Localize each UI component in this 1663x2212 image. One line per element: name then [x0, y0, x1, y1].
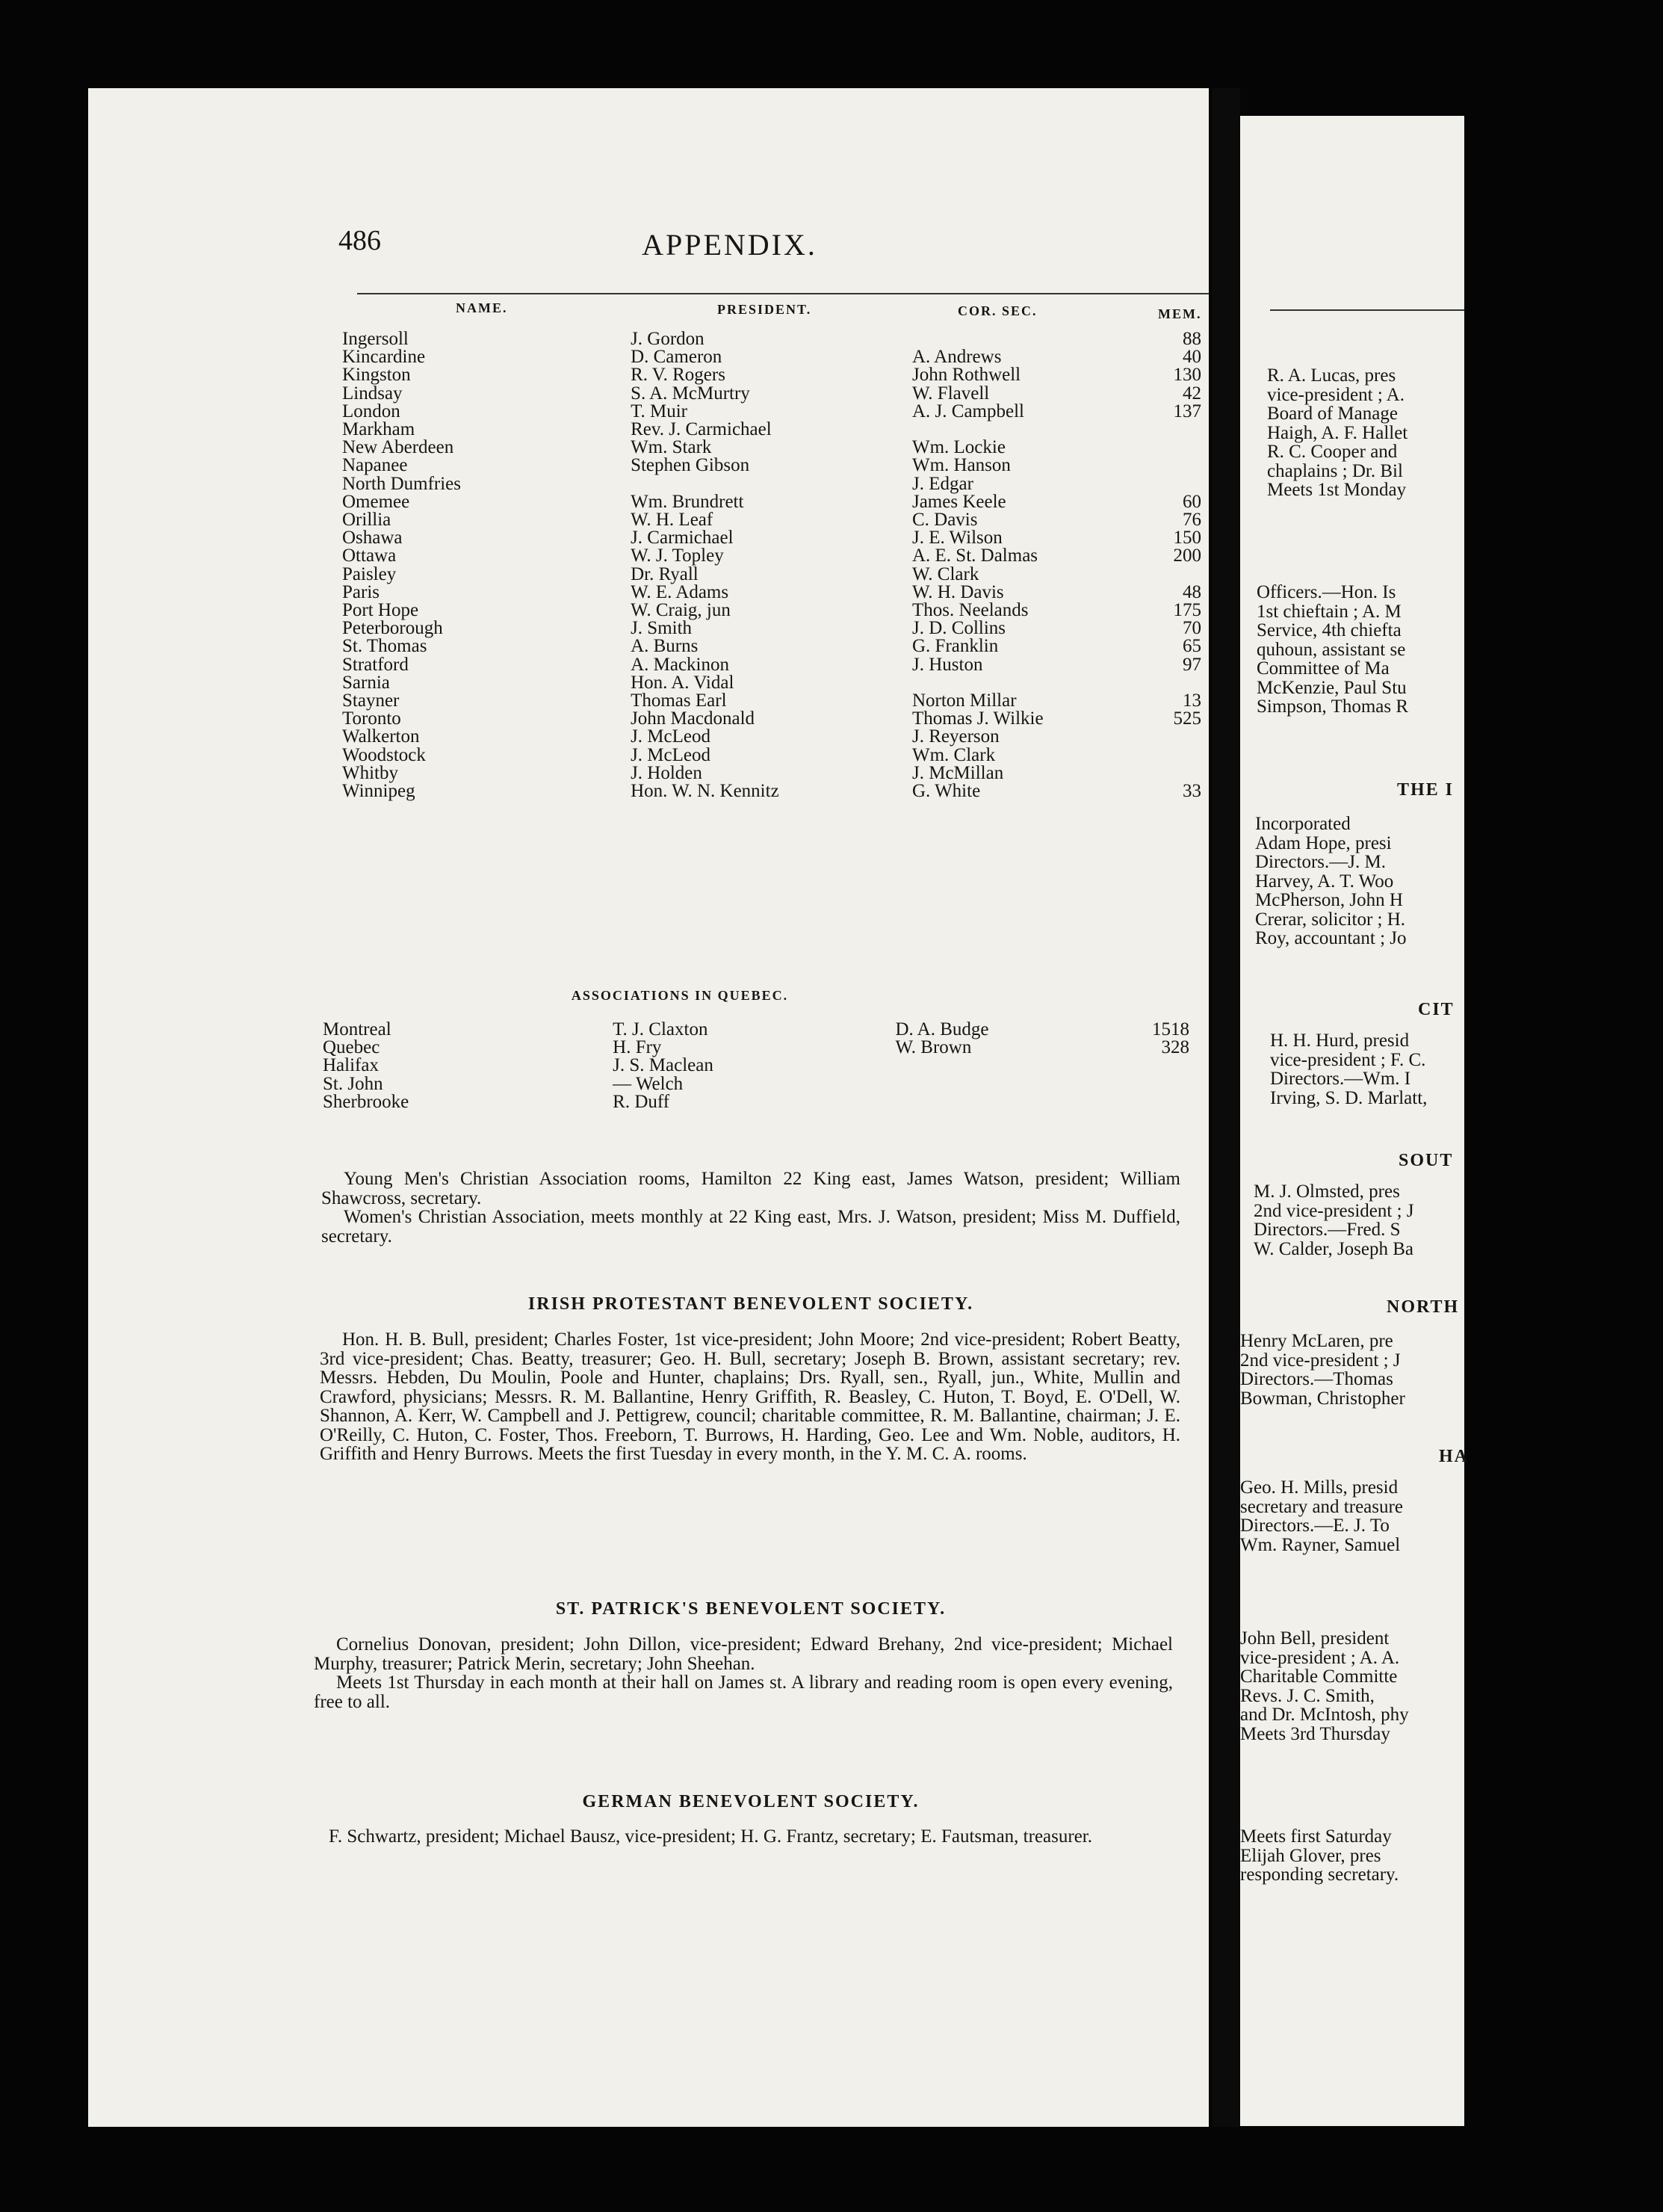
association-row	[342, 403, 1201, 421]
association-name: Ottawa	[342, 546, 397, 566]
right-page-line: Board of Manage	[1267, 404, 1398, 424]
quebec-association-mem	[1152, 1057, 1189, 1075]
right-page-line: quhoun, assistant se	[1257, 639, 1406, 660]
association-name: Port Hope	[342, 600, 419, 621]
ymca-note	[321, 1170, 1180, 1246]
association-president: W. J. Topley	[631, 546, 724, 566]
association-president: W. E. Adams	[631, 581, 729, 602]
quebec-association-president: J. S. Maclean	[613, 1055, 713, 1076]
association-row	[342, 637, 1201, 655]
association-cor-sec: W. Clark	[911, 563, 979, 584]
right-block-1	[1267, 366, 1491, 500]
stpatrick-officers: Cornelius Donovan, president; John Dillon, vice-president; Edward Brehany, 2nd vice-president; Michael Murphy, treasurer; Patrick Merin, secretary; John Sheehan.	[314, 1634, 1173, 1674]
quebec-association-president: H. Fry	[613, 1037, 662, 1058]
association-cor-sec: Wm. Hanson	[911, 455, 1011, 476]
association-row	[342, 584, 1201, 602]
association-row	[342, 439, 1201, 457]
association-row	[342, 511, 1201, 529]
association-president: T. Muir	[631, 401, 687, 421]
association-president: Thomas Earl	[631, 691, 727, 711]
irish-officers: Hon. H. B. Bull, president; Charles Foster, 1st vice-president; John Moore; 2nd vice-president; Robert Beatty, 3rd vice-president; Chas. Beatty, treasurer; Geo. H. Bull, secretary; Joseph B. Brown, assistant secretary; rev. Messrs. Hebden, Du Moulin, Poole and Hunter, chaplains; Drs. Ryall, sen., Ryall, jun., White, Mullin and Crawford, physicians; Messrs. R. M. Ballantine, Henry Griffith, R. Beasley, C. Huton, T. Boyd, E. O'Dell, W. Shannon, A. Kerr, W. Campbell and J. Pettigrew, council; charitable committee, R. M. Ballantine, chairman; J. E. O'Reilly, C. Huton, C. Foster, Thos. Freeborn, T. Burrows, H. Harding, Geo. Lee and Wm. Noble, auditors, H. Griffith and Henry Burrows. Meets the first Tuesday in every month, in the Y. M. C. A. rooms.	[320, 1329, 1180, 1464]
association-mem: 42	[1183, 383, 1201, 404]
right-page-line: W. Calder, Joseph Ba	[1254, 1238, 1414, 1259]
association-cor-sec: Thos. Neelands	[911, 600, 1029, 621]
gutter	[1212, 88, 1240, 2127]
col-head-mem: MEM.	[1158, 306, 1202, 321]
quebec-association-mem	[1152, 1075, 1189, 1093]
association-name: Omemee	[342, 491, 410, 512]
right-page-line: H. H. Hurd, presid	[1270, 1031, 1410, 1051]
right-page-line: Directors.—Wm. I	[1270, 1069, 1411, 1089]
association-president: W. Craig, jun	[631, 600, 731, 621]
association-cor-sec: W. H. Davis	[911, 581, 1004, 602]
right-page-line: Meets 1st Monday	[1267, 480, 1407, 500]
right-heading-4: CIT	[1418, 1000, 1455, 1019]
association-mem: 76	[1183, 510, 1201, 531]
association-name: Stayner	[342, 691, 400, 711]
right-header-rule	[1270, 309, 1464, 311]
association-president	[631, 475, 912, 493]
association-name: Ingersoll	[342, 329, 409, 349]
right-page-line: Directors.—Fred. S	[1254, 1220, 1401, 1240]
right-page-line: 2nd vice-president ; J	[1240, 1350, 1401, 1371]
association-name: Kincardine	[342, 347, 426, 368]
stpatrick-meetings: Meets 1st Thursday in each month at their hall on James st. A library and reading room is open every evening, free to all.	[314, 1672, 1173, 1712]
quebec-association-mem: 1518	[1152, 1019, 1189, 1039]
association-mem	[1168, 728, 1201, 746]
association-name: Markham	[342, 419, 415, 440]
right-page-line: Henry McLaren, pre	[1240, 1331, 1393, 1351]
association-cor-sec	[912, 330, 1168, 348]
association-row	[342, 348, 1201, 366]
association-row	[342, 529, 1201, 547]
right-page-line: Haigh, A. F. Hallet	[1267, 422, 1408, 443]
association-president: J. McLeod	[631, 726, 710, 747]
right-page-line: Charitable Committe	[1240, 1666, 1398, 1687]
right-page-line: Crerar, solicitor ; H.	[1255, 909, 1406, 930]
association-president: S. A. McMurtry	[631, 383, 750, 404]
association-cor-sec: Wm. Lockie	[911, 437, 1006, 458]
german-heading: GERMAN BENEVOLENT SOCIETY.	[582, 1792, 920, 1811]
association-president: Stephen Gibson	[631, 455, 750, 476]
right-page-line: Meets 3rd Thursday	[1240, 1723, 1390, 1744]
right-page-line: 2nd vice-president ; J	[1254, 1200, 1414, 1221]
association-cor-sec: A. J. Campbell	[911, 401, 1024, 421]
association-cor-sec: C. Davis	[911, 510, 978, 531]
association-cor-sec: John Rothwell	[911, 365, 1021, 386]
col-head-name: NAME.	[456, 300, 508, 315]
association-cor-sec	[912, 674, 1168, 692]
right-page-line: vice-president ; A. A.	[1240, 1647, 1400, 1668]
association-mem: 13	[1183, 691, 1201, 711]
association-name: Walkerton	[342, 726, 420, 747]
association-row	[342, 620, 1201, 637]
quebec-association-president: R. Duff	[613, 1091, 670, 1112]
quebec-association-cor-sec	[895, 1075, 1152, 1093]
association-name: London	[342, 401, 400, 421]
association-mem	[1168, 747, 1201, 764]
right-page-line: Geo. H. Mills, presid	[1240, 1477, 1399, 1498]
association-row	[342, 602, 1201, 620]
association-row	[342, 710, 1201, 728]
right-block-7	[1240, 1478, 1464, 1554]
association-mem: 70	[1183, 618, 1201, 639]
association-cor-sec: A. E. St. Dalmas	[911, 546, 1038, 566]
association-cor-sec: J. Reyerson	[911, 726, 1000, 747]
right-page-line: Service, 4th chiefta	[1257, 620, 1402, 640]
quebec-association-cor-sec: W. Brown	[895, 1037, 972, 1058]
association-name: Toronto	[342, 708, 401, 729]
association-name: Lindsay	[342, 383, 403, 404]
association-president: D. Cameron	[631, 347, 722, 368]
right-heading-3: THE I	[1397, 780, 1455, 800]
association-name: Sarnia	[342, 672, 390, 693]
right-block-8	[1240, 1629, 1464, 1743]
association-president: Wm. Stark	[631, 437, 712, 458]
association-mem: 137	[1173, 401, 1201, 421]
quebec-association-president: — Welch	[613, 1073, 684, 1094]
right-page-line: Roy, accountant ; Jo	[1255, 928, 1407, 948]
association-president: J. Holden	[631, 762, 702, 783]
right-page-line: Committee of Ma	[1257, 658, 1390, 679]
association-row	[342, 764, 1201, 782]
association-cor-sec: A. Andrews	[911, 347, 1002, 368]
association-president: Dr. Ryall	[631, 563, 699, 584]
womens-association: Women's Christian Association, meets monthly at 22 King east, Mrs. J. Watson, president; Miss M. Duffield, secretary.	[321, 1207, 1180, 1246]
association-cor-sec: Wm. Clark	[911, 744, 996, 765]
quebec-association-name: Sherbrooke	[323, 1091, 409, 1112]
association-row	[342, 656, 1201, 674]
association-name: New Aberdeen	[342, 437, 454, 458]
association-cor-sec: G. Franklin	[911, 636, 999, 657]
association-mem	[1168, 674, 1201, 692]
association-mem: 525	[1173, 708, 1201, 729]
stpatrick-heading: ST. PATRICK'S BENEVOLENT SOCIETY.	[555, 1599, 947, 1619]
quebec-association-row	[323, 1021, 1189, 1039]
association-mem: 88	[1183, 329, 1201, 349]
association-mem: 97	[1183, 654, 1201, 675]
association-cor-sec: W. Flavell	[911, 383, 990, 404]
association-president: R. V. Rogers	[631, 365, 725, 386]
association-name: Stratford	[342, 654, 409, 675]
association-mem	[1168, 421, 1201, 439]
stpatrick-body	[314, 1635, 1173, 1711]
right-page-line: Wm. Rayner, Samuel	[1240, 1534, 1401, 1555]
header-rule	[357, 293, 1209, 294]
association-name: Woodstock	[342, 744, 426, 765]
quebec-association-row	[323, 1057, 1189, 1075]
right-page-line: John Bell, president	[1240, 1628, 1390, 1649]
right-page-line: 1st chieftain ; A. M	[1257, 601, 1402, 622]
association-cor-sec: Thomas J. Wilkie	[911, 708, 1044, 729]
association-name: Kingston	[342, 365, 411, 386]
association-name: Orillia	[342, 510, 391, 531]
quebec-association-row	[323, 1093, 1189, 1111]
association-cor-sec: J. D. Collins	[911, 618, 1006, 639]
running-title: APPENDIX.	[642, 228, 817, 262]
association-president: J. Gordon	[631, 329, 704, 349]
association-president: Rev. J. Carmichael	[631, 419, 772, 440]
association-name: Oshawa	[342, 528, 403, 549]
right-page-line: chaplains ; Dr. Bil	[1267, 460, 1403, 481]
association-cor-sec: G. White	[911, 781, 981, 802]
right-page-line: Directors.—E. J. To	[1240, 1516, 1390, 1536]
association-name: Peterborough	[342, 618, 443, 639]
association-mem	[1168, 475, 1201, 493]
right-page-line: responding secretary.	[1240, 1865, 1399, 1885]
association-cor-sec: J. E. Wilson	[911, 528, 1003, 549]
association-mem	[1168, 764, 1201, 782]
quebec-association-mem: 328	[1161, 1037, 1189, 1058]
association-name: St. Thomas	[342, 636, 427, 657]
association-cor-sec	[912, 421, 1168, 439]
right-page-line: McKenzie, Paul Stu	[1257, 677, 1407, 698]
right-heading-7: HA	[1439, 1447, 1469, 1466]
quebec-association-cor-sec	[895, 1057, 1152, 1075]
association-row	[342, 475, 1201, 493]
right-page-line: Directors.—J. M.	[1255, 852, 1386, 872]
right-page-line: R. C. Cooper and	[1267, 442, 1398, 462]
right-page-line: Bowman, Christopher	[1240, 1388, 1405, 1409]
association-row	[342, 674, 1201, 692]
association-president: J. Carmichael	[631, 528, 734, 549]
irish-body	[320, 1330, 1180, 1464]
running-head	[338, 224, 1121, 276]
right-heading-6: NORTH	[1387, 1297, 1460, 1317]
association-row	[342, 566, 1201, 584]
association-name: Whitby	[342, 762, 398, 783]
right-page-line: Directors.—Thomas	[1240, 1369, 1393, 1389]
right-page-line: vice-president ; F. C.	[1270, 1049, 1426, 1070]
association-cor-sec: James Keele	[911, 491, 1006, 512]
quebec-association-name: St. John	[323, 1073, 383, 1094]
col-head-corsec: COR. SEC.	[958, 303, 1038, 318]
quebec-association-row	[323, 1039, 1189, 1057]
association-mem: 130	[1173, 365, 1201, 386]
right-page-line: Revs. J. C. Smith,	[1240, 1685, 1375, 1706]
association-row	[342, 747, 1201, 764]
quebec-association-cor-sec	[895, 1093, 1152, 1111]
quebec-table	[323, 1021, 1189, 1111]
association-row	[342, 692, 1201, 710]
association-mem	[1168, 566, 1201, 584]
association-president: J. McLeod	[631, 744, 710, 765]
association-mem: 150	[1173, 528, 1201, 549]
right-heading-5: SOUT	[1399, 1151, 1454, 1170]
association-mem: 60	[1183, 491, 1201, 512]
association-row	[342, 421, 1201, 439]
association-president: J. Smith	[631, 618, 693, 639]
right-page-line: and Dr. McIntosh, phy	[1240, 1705, 1409, 1725]
right-page-line: M. J. Olmsted, pres	[1254, 1181, 1400, 1202]
association-name: Winnipeg	[342, 781, 415, 802]
quebec-association-name: Quebec	[323, 1037, 380, 1058]
german-body	[306, 1827, 1165, 1847]
association-president: W. H. Leaf	[631, 510, 713, 531]
association-mem	[1168, 439, 1201, 457]
association-row	[342, 728, 1201, 746]
right-block-9	[1240, 1827, 1464, 1885]
right-block-4	[1270, 1031, 1494, 1107]
association-mem: 65	[1183, 636, 1201, 657]
right-page-line: R. A. Lucas, pres	[1267, 365, 1396, 386]
association-row	[342, 493, 1201, 511]
association-name: Paisley	[342, 563, 397, 584]
right-page-line: Adam Hope, presi	[1255, 832, 1392, 853]
association-cor-sec: J. Huston	[911, 654, 983, 675]
right-page-line: Irving, S. D. Marlatt,	[1270, 1087, 1428, 1108]
association-row	[342, 782, 1201, 800]
col-head-president: PRESIDENT.	[717, 302, 812, 317]
association-mem: 175	[1173, 600, 1201, 621]
quebec-heading: ASSOCIATIONS IN QUEBEC.	[571, 988, 789, 1003]
german-officers: F. Schwartz, president; Michael Bausz, vice-president; H. G. Frantz, secretary; E. Fautsman, treasurer.	[329, 1826, 1092, 1847]
quebec-association-president: T. J. Claxton	[613, 1019, 708, 1039]
right-block-6	[1240, 1332, 1464, 1408]
right-page-line: Incorporated	[1255, 814, 1351, 834]
association-mem: 40	[1183, 347, 1201, 368]
right-page-line: McPherson, John H	[1255, 890, 1403, 910]
association-cor-sec: Norton Millar	[911, 691, 1017, 711]
association-row	[342, 366, 1201, 384]
association-president: A. Burns	[631, 636, 699, 657]
right-block-3	[1255, 815, 1479, 948]
association-row	[342, 385, 1201, 403]
page-number: 486	[338, 225, 381, 256]
association-mem	[1168, 457, 1201, 475]
right-page-line: Elijah Glover, pres	[1240, 1845, 1381, 1866]
quebec-association-name: Montreal	[323, 1019, 391, 1039]
right-page-line: Officers.—Hon. Is	[1257, 582, 1396, 602]
association-president: Hon. W. N. Kennitz	[631, 781, 779, 802]
association-row	[342, 457, 1201, 475]
association-cor-sec: J. Edgar	[911, 473, 973, 494]
right-block-5	[1254, 1182, 1478, 1258]
association-name: Paris	[342, 581, 380, 602]
association-president: Hon. A. Vidal	[631, 672, 734, 693]
ymca-rooms: Young Men's Christian Association rooms, Hamilton 22 King east, James Watson, president; William Shawcross, secretary.	[321, 1169, 1180, 1208]
right-page-line: Meets first Saturday	[1240, 1826, 1392, 1847]
right-page-line: Simpson, Thomas R	[1257, 696, 1409, 717]
right-page-line: vice-president ; A.	[1267, 384, 1405, 405]
quebec-association-cor-sec: D. A. Budge	[895, 1019, 989, 1039]
association-president: A. Mackinon	[631, 654, 729, 675]
association-row	[342, 330, 1201, 348]
quebec-association-mem	[1152, 1093, 1189, 1111]
association-president: Wm. Brundrett	[631, 491, 744, 512]
right-page-line: Harvey, A. T. Woo	[1255, 871, 1394, 892]
quebec-association-row	[323, 1075, 1189, 1093]
association-mem: 200	[1173, 546, 1201, 566]
irish-heading: IRISH PROTESTANT BENEVOLENT SOCIETY.	[527, 1294, 974, 1314]
association-table	[342, 330, 1201, 800]
association-mem: 48	[1183, 581, 1201, 602]
right-block-2	[1257, 583, 1481, 717]
association-president: John Macdonald	[631, 708, 755, 729]
association-name: Napanee	[342, 455, 408, 476]
association-cor-sec: J. McMillan	[911, 762, 1004, 783]
association-row	[342, 547, 1201, 565]
association-name: North Dumfries	[342, 473, 461, 494]
right-page-line: secretary and treasure	[1240, 1496, 1403, 1517]
quebec-association-name: Halifax	[323, 1055, 379, 1076]
association-mem: 33	[1183, 781, 1201, 802]
